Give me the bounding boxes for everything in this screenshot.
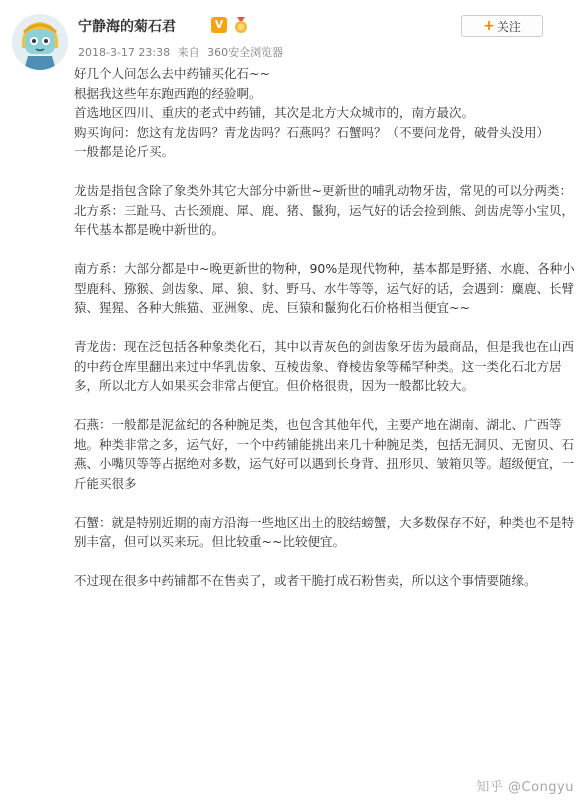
paragraph: 根据我这些年东跑西跑的经验啊。	[74, 85, 262, 101]
blank-line	[74, 318, 582, 338]
paragraph: 石燕：一般都是泥盆纪的各种腕足类，也包含其他年代，主要产地在湖南、湖北、广西等地。种类非常之多，运气好，一个中药铺能挑出来几十种腕足类，包括无洞贝、无窗贝、石燕、小嘴贝等等占据绝对多数，运气好可以遇到长身背、扭形贝、皱箱贝等。超级便宜，一斤能买很多	[74, 417, 575, 491]
paragraph: 龙齿是指包含除了象类外其它大部分中新世~更新世的哺乳动物牙齿，常见的可以分两类：	[74, 183, 572, 198]
avatar-illustration	[12, 14, 68, 70]
medal-icon	[232, 16, 250, 34]
follow-label: 关注	[496, 19, 521, 34]
paragraph: 不过现在很多中药铺都不在售卖了，或者干脆打成石粉售卖，所以这个事情要随缘。	[74, 573, 537, 588]
follow-button[interactable]	[461, 15, 543, 37]
blank-line	[74, 396, 582, 416]
paragraph: 一般都是论斤买。	[74, 144, 175, 159]
blank-line	[74, 493, 582, 513]
watermark: 知乎 @Congyu	[476, 780, 574, 795]
author-name[interactable]: 宁静海的菊石君	[78, 19, 176, 35]
paragraph: 青龙齿：现在泛包括各种象类化石，其中以青灰色的剑齿象牙齿为最商品，但是我也在山西的中药仓库里翻出来过中华乳齿象、互棱齿象、脊棱齿象等稀罕种类。这一类化石北方居多，所以北方人如果买会非常占便宜。但价格很贵，因为一般都比较大。	[74, 339, 575, 393]
blank-line	[74, 552, 582, 572]
post-source: 360安全浏览器	[207, 46, 284, 59]
post-meta	[78, 44, 287, 60]
paragraph: 购买询问：您这有龙齿吗？青龙齿吗？石燕吗？石蟹吗？（不要问龙骨，破骨头没用）	[74, 124, 550, 140]
plus-icon: +	[483, 18, 495, 34]
paragraph: 好几个人问怎么去中药铺买化石~~	[74, 66, 270, 81]
paragraph: 南方系：大部分都是中~晚更新世的物种，90%是现代物种，基本都是野猪、水鹿、各种小型鹿科、猕猴、剑齿象、犀、狼、豺、野马、水牛等等，运气好的话，会遇到：麋鹿、长臂猿、猩猩、各种大熊猫、亚洲象、虎、巨猿和鬣狗化石价格相当便宜~~	[74, 261, 575, 315]
paragraph: 首选地区四川、重庆的老式中药铺，其次是北方大众城市的，南方最次。	[74, 105, 475, 120]
blank-line	[74, 240, 582, 260]
post-time[interactable]: 2018-3-17 23:38	[78, 46, 171, 59]
avatar[interactable]	[12, 14, 68, 70]
paragraph: 北方系：三趾马、古长颈鹿、犀、鹿、猪、鬣狗，运气好的话会捡到熊、剑齿虎等小宝贝，年代基本都是晚中新世的。	[74, 202, 575, 237]
blank-line	[74, 162, 582, 182]
paragraph: 石蟹：就是特别近期的南方沿海一些地区出土的胶结螃蟹，大多数保存不好，种类也不是特别丰富，但可以买来玩。但比较重~~比较便宜。	[74, 514, 575, 549]
source-prefix: 来自	[177, 46, 200, 59]
verified-badge-icon: V	[211, 17, 227, 33]
post-body	[74, 64, 582, 591]
